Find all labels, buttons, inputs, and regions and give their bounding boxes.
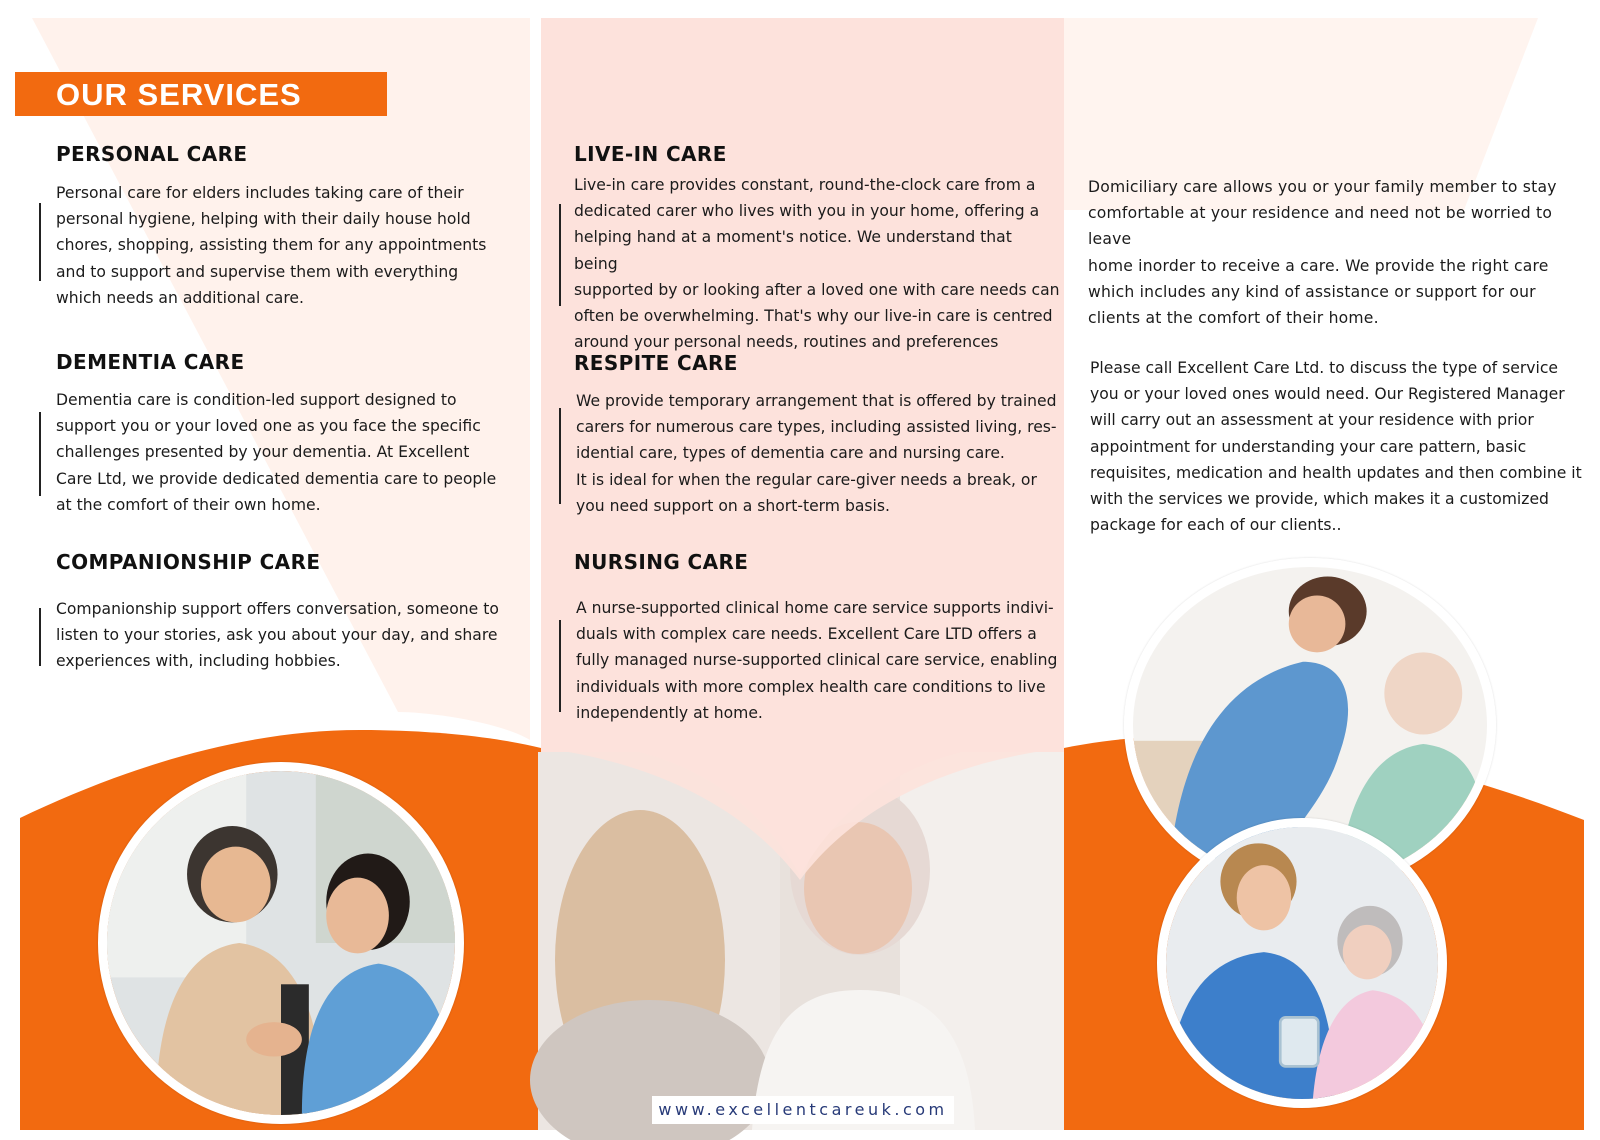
accent-bar bbox=[559, 408, 561, 504]
text-line: clients at the comfort of their home. bbox=[1088, 309, 1379, 328]
text-line: which includes any kind of assistance or support for our bbox=[1088, 282, 1536, 301]
text-line: fully managed nurse-supported clinical care service, enabling bbox=[576, 651, 1058, 670]
text-line: duals with complex care needs. Excellent Care LTD offers a bbox=[576, 625, 1037, 644]
text-line: personal hygiene, helping with their daily house hold bbox=[56, 210, 471, 229]
text-line: Care Ltd, we provide dedicated dementia care to people bbox=[56, 469, 497, 488]
heading-companionship-care: COMPANIONSHIP CARE bbox=[56, 550, 321, 574]
text-nursing-care bbox=[576, 595, 1062, 726]
heading-dementia-care: DEMENTIA CARE bbox=[56, 350, 245, 374]
banner-title: OUR SERVICES bbox=[15, 72, 387, 116]
heading-personal-care: PERSONAL CARE bbox=[56, 142, 248, 166]
photo-companionship bbox=[98, 762, 464, 1124]
text-domiciliary bbox=[1088, 174, 1588, 331]
accent-bar bbox=[39, 412, 41, 496]
text-line: We provide temporary arrangement that is offered by trained bbox=[576, 392, 1057, 410]
text-line: often be overwhelming. That's why our live-in care is centred bbox=[574, 307, 1053, 326]
text-line: with the services we provide, which makes it a customized bbox=[1090, 490, 1549, 509]
text-line: package for each of our clients.. bbox=[1090, 516, 1342, 535]
text-line: chores, shopping, assisting them for any appointments bbox=[56, 236, 487, 255]
text-line: which needs an additional care. bbox=[56, 288, 304, 307]
text-line: will carry out an assessment at your residence with prior bbox=[1090, 411, 1534, 430]
text-line: Live-in care provides constant, round-the-clock care from a bbox=[574, 176, 1036, 194]
text-line: It is ideal for when the regular care-giver needs a break, or bbox=[576, 470, 1037, 489]
text-respite-care bbox=[576, 388, 1062, 519]
text-line: dedicated carer who lives with you in your home, offering a bbox=[574, 202, 1040, 221]
text-line: around your personal needs, routines and preferences bbox=[574, 333, 999, 352]
heading-live-in-care: LIVE-IN CARE bbox=[574, 142, 727, 166]
text-line: Companionship support offers conversation, someone to bbox=[56, 600, 499, 618]
text-line: supported by or looking after a loved one with care needs can bbox=[574, 280, 1060, 299]
text-line: helping hand at a moment's notice. We understand that being bbox=[574, 228, 1012, 273]
text-line: and to support and supervise them with everything bbox=[56, 262, 459, 281]
accent-bar bbox=[39, 203, 41, 281]
accent-bar bbox=[39, 608, 41, 666]
text-line: requisites, medication and health updates and then combine it bbox=[1090, 463, 1582, 482]
text-call-to-action bbox=[1090, 355, 1590, 538]
text-line: idential care, types of dementia care and nursing care. bbox=[576, 444, 1005, 463]
text-line: Please call Excellent Care Ltd. to discuss the type of service bbox=[1090, 359, 1558, 377]
text-dementia-care bbox=[56, 387, 526, 518]
text-line: individuals with more complex health care conditions to live bbox=[576, 677, 1046, 696]
text-line: home inorder to receive a care. We provide the right care bbox=[1088, 256, 1549, 275]
text-line: listen to your stories, ask you about your day, and share bbox=[56, 626, 498, 645]
photo-nurse-bottom bbox=[1157, 818, 1447, 1108]
heading-respite-care: RESPITE CARE bbox=[574, 351, 738, 375]
website-url[interactable]: www.excellentcareuk.com bbox=[652, 1096, 954, 1124]
text-line: independently at home. bbox=[576, 703, 763, 722]
text-line: carers for numerous care types, including assisted living, res- bbox=[576, 418, 1057, 437]
text-line: comfortable at your residence and need not be worried to leave bbox=[1088, 204, 1553, 249]
text-line: you or your loved ones would need. Our Registered Manager bbox=[1090, 385, 1565, 404]
accent-bar bbox=[559, 620, 561, 712]
text-line: you need support on a short-term basis. bbox=[576, 496, 890, 515]
text-line: Personal care for elders includes taking care of their bbox=[56, 184, 464, 202]
text-personal-care bbox=[56, 180, 526, 311]
accent-bar bbox=[559, 204, 561, 306]
text-line: experiences with, including hobbies. bbox=[56, 652, 341, 671]
text-line: at the comfort of their own home. bbox=[56, 495, 321, 514]
text-companionship-care bbox=[56, 596, 536, 675]
text-line: Domiciliary care allows you or your family member to stay bbox=[1088, 178, 1557, 196]
text-line: Dementia care is condition-led support designed to bbox=[56, 391, 457, 409]
text-line: challenges presented by your dementia. At Excellent bbox=[56, 443, 470, 462]
text-live-in-care bbox=[574, 172, 1060, 355]
text-line: appointment for understanding your care pattern, basic bbox=[1090, 437, 1527, 456]
heading-nursing-care: NURSING CARE bbox=[574, 550, 749, 574]
text-line: support you or your loved one as you face the specific bbox=[56, 417, 481, 436]
text-line: A nurse-supported clinical home care service supports indivi- bbox=[576, 599, 1054, 617]
